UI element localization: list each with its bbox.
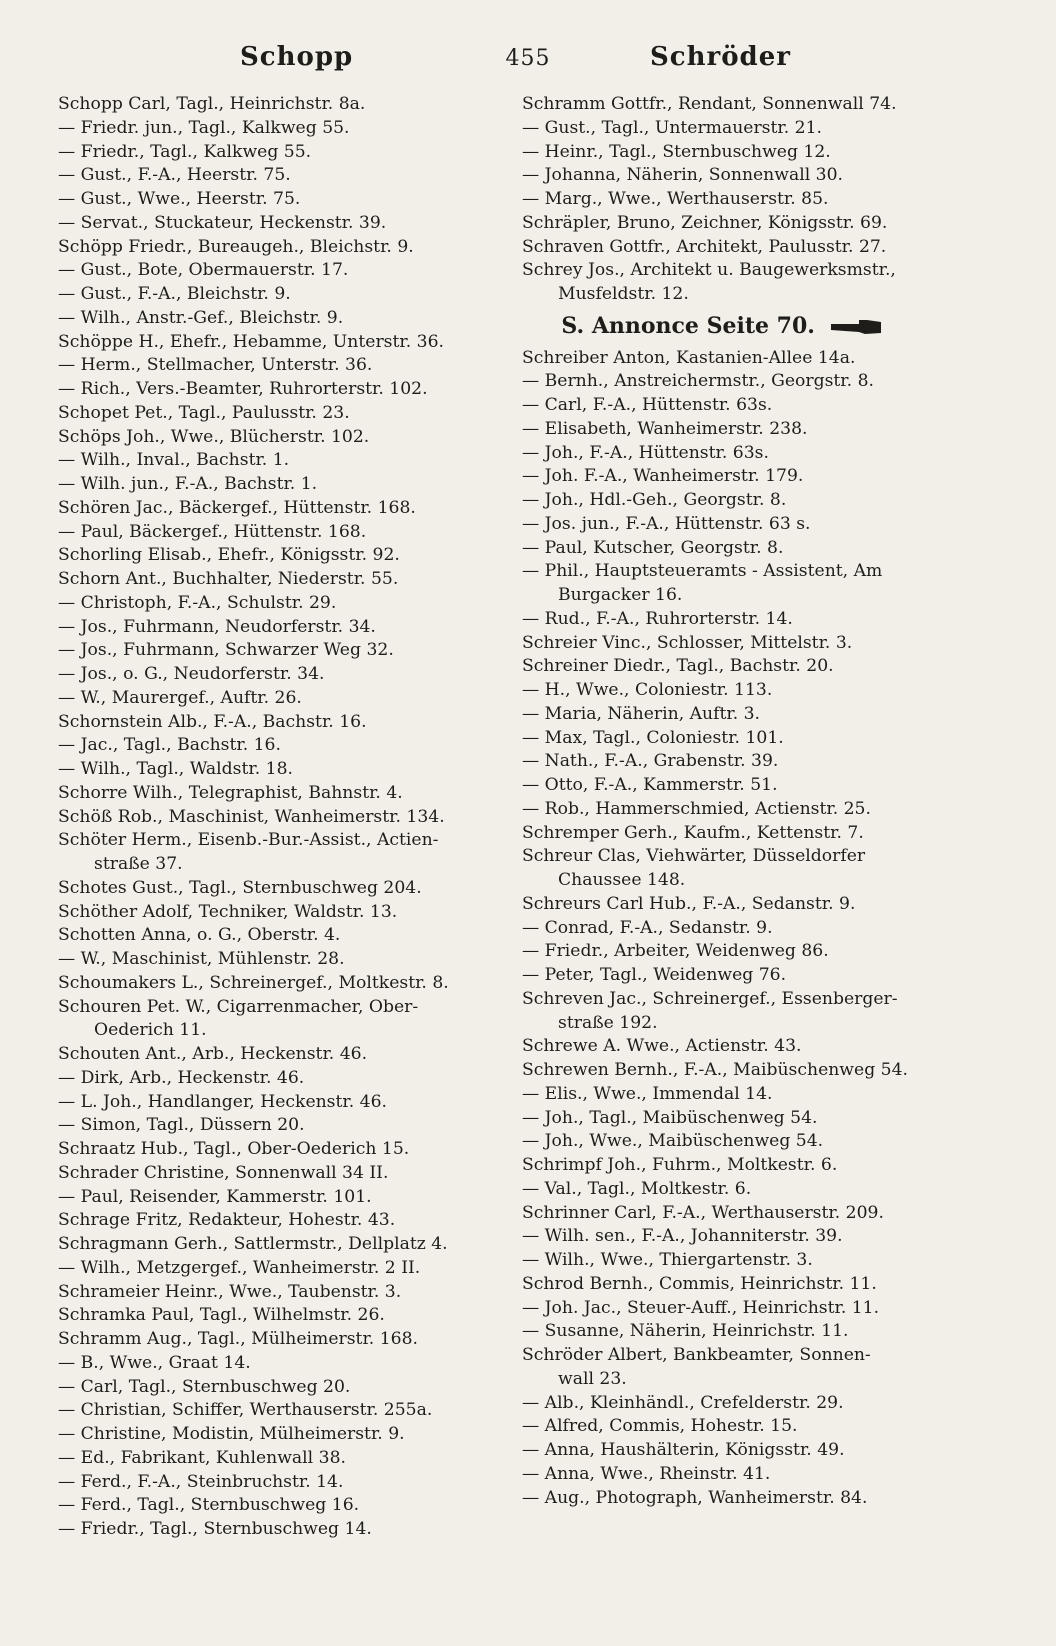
directory-entry: — Ferd., F.-A., Steinbruchstr. 14.: [58, 1471, 344, 1492]
directory-entry: — Gust., F.-A., Heerstr. 75.: [58, 165, 291, 186]
directory-entry: — Gust., Bote, Obermauerstr. 17.: [58, 260, 349, 281]
directory-entry: Schrader Christine, Sonnenwall 34 II.: [58, 1162, 389, 1183]
directory-entry-continuation: wall 23.: [558, 1368, 627, 1389]
pointing-hand-icon: [829, 318, 883, 336]
directory-entry: — Jos., Fuhrmann, Neudorferstr. 34.: [58, 616, 376, 637]
directory-entry: — Jac., Tagl., Bachstr. 16.: [58, 735, 281, 756]
page-number: 455: [505, 46, 551, 71]
directory-entry: — Phil., Hauptsteueramts - Assistent, Am: [522, 561, 883, 582]
directory-entry: — W., Maschinist, Mühlenstr. 28.: [58, 949, 345, 969]
directory-entry: — Carl, Tagl., Sternbuschweg 20.: [58, 1376, 351, 1397]
directory-entry: — Rud., F.-A., Ruhrorterstr. 14.: [522, 608, 793, 629]
directory-entry: Schrinner Carl, F.-A., Werthauserstr. 209.: [522, 1202, 884, 1223]
directory-entry: — Wilh., Wwe., Thiergartenstr. 3.: [522, 1250, 813, 1270]
directory-entry: — Maria, Näherin, Auftr. 3.: [522, 703, 761, 724]
directory-entry: Schorre Wilh., Telegraphist, Bahnstr. 4.: [58, 782, 403, 803]
directory-entry: Schreur Clas, Viehwärter, Düsseldorfer: [522, 846, 866, 867]
directory-entry: — Joh., Tagl., Maibüschenweg 54.: [522, 1107, 818, 1128]
directory-entry: Schrewe A. Wwe., Actienstr. 43.: [522, 1036, 802, 1057]
directory-entry: Schotes Gust., Tagl., Sternbuschweg 204.: [58, 877, 422, 898]
directory-entry: Schopp Carl, Tagl., Heinrichstr. 8a.: [58, 94, 366, 114]
directory-entry: — Paul, Kutscher, Georgstr. 8.: [522, 537, 784, 558]
directory-entry: Schrey Jos., Architekt u. Baugewerksmstr.,: [522, 260, 896, 281]
directory-entry: — Friedr. jun., Tagl., Kalkweg 55.: [58, 117, 350, 138]
directory-entry: — Wilh., Anstr.-Gef., Bleichstr. 9.: [58, 307, 344, 328]
directory-entry: Schornstein Alb., F.-A., Bachstr. 16.: [58, 711, 367, 732]
directory-entry: Schöter Herm., Eisenb.-Bur.-Assist., Actien-: [58, 830, 439, 851]
directory-entry: Schöther Adolf, Techniker, Waldstr. 13.: [58, 901, 398, 922]
directory-entry: Schrewen Bernh., F.-A., Maibüschenweg 54.: [522, 1060, 908, 1080]
directory-entry: — Ferd., Tagl., Sternbuschweg 16.: [58, 1495, 360, 1516]
directory-entry-continuation: Oederich 11.: [94, 1020, 207, 1041]
directory-entry: Schrage Fritz, Redakteur, Hohestr. 43.: [58, 1210, 396, 1231]
directory-entry: Schouren Pet. W., Cigarrenmacher, Ober-: [58, 996, 419, 1017]
directory-entry: Schremper Gerh., Kaufm., Kettenstr. 7.: [522, 822, 864, 843]
directory-entry-continuation: Chaussee 148.: [558, 870, 686, 890]
directory-entry: Schrameier Heinr., Wwe., Taubenstr. 3.: [58, 1281, 402, 1302]
directory-entry-continuation: straße 192.: [558, 1012, 658, 1033]
directory-entry: Schrimpf Joh., Fuhrm., Moltkestr. 6.: [522, 1155, 838, 1175]
directory-entry: — Aug., Photograph, Wanheimerstr. 84.: [522, 1487, 868, 1508]
directory-entry: Schreiner Diedr., Tagl., Bachstr. 20.: [522, 656, 834, 677]
directory-entry: — Jos. jun., F.-A., Hüttenstr. 63 s.: [522, 513, 811, 534]
directory-entry: — Marg., Wwe., Werthauserstr. 85.: [522, 189, 829, 209]
directory-entry: — Wilh., Inval., Bachstr. 1.: [58, 450, 290, 471]
directory-entry: — Wilh. sen., F.-A., Johanniterstr. 39.: [522, 1226, 843, 1247]
directory-entry: — Wilh., Metzgergef., Wanheimerstr. 2 II.: [58, 1257, 421, 1278]
directory-entry: — L. Joh., Handlanger, Heckenstr. 46.: [58, 1091, 387, 1112]
directory-entry: — Christine, Modistin, Mülheimerstr. 9.: [58, 1424, 405, 1444]
directory-entry: — Gust., F.-A., Bleichstr. 9.: [58, 284, 291, 304]
directory-entry: — Max, Tagl., Coloniestr. 101.: [522, 727, 784, 748]
directory-entry: Schöpp Friedr., Bureaugeh., Bleichstr. 9.: [58, 236, 414, 257]
directory-entry: Schramm Aug., Tagl., Mülheimerstr. 168.: [58, 1329, 418, 1349]
directory-entry: — Joh. Jac., Steuer-Auff., Heinrichstr. 11.: [522, 1297, 880, 1318]
directory-entry: — Joh., Hdl.-Geh., Georgstr. 8.: [522, 490, 787, 510]
annonce-text: S. Annonce Seite 70.: [561, 312, 815, 339]
directory-entry: — Susanne, Näherin, Heinrichstr. 11.: [522, 1321, 849, 1342]
directory-entry: — Gust., Tagl., Untermauerstr. 21.: [522, 117, 822, 138]
directory-entry: — Christian, Schiffer, Werthauserstr. 255a.: [58, 1400, 433, 1421]
directory-entry: — Servat., Stuckateur, Heckenstr. 39.: [58, 212, 387, 233]
directory-entry: — Gust., Wwe., Heerstr. 75.: [58, 189, 301, 209]
directory-entry: — Joh., Wwe., Maibüschenweg 54.: [522, 1131, 824, 1152]
directory-entry: Schorling Elisab., Ehefr., Königsstr. 92.: [58, 545, 400, 566]
right-column-bottom: [522, 347, 962, 1511]
annonce-note: [522, 312, 962, 339]
directory-entry: Schören Jac., Bäckergef., Hüttenstr. 168.: [58, 497, 416, 518]
directory-entry: — Paul, Bäckergef., Hüttenstr. 168.: [58, 521, 367, 542]
directory-entry: Schrod Bernh., Commis, Heinrichstr. 11.: [522, 1273, 877, 1294]
directory-entry: — Wilh., Tagl., Waldstr. 18.: [58, 759, 293, 779]
directory-entry: Schöppe H., Ehefr., Hebamme, Unterstr. 36.: [58, 331, 444, 352]
header-left-keyword: Schopp: [240, 42, 354, 72]
directory-entry: — Herm., Stellmacher, Unterstr. 36.: [58, 355, 373, 376]
directory-entry: Schreurs Carl Hub., F.-A., Sedanstr. 9.: [522, 893, 856, 914]
directory-entry: Schouten Ant., Arb., Heckenstr. 46.: [58, 1044, 368, 1064]
directory-entry: Schreiber Anton, Kastanien-Allee 14a.: [522, 347, 856, 368]
directory-entry: — Friedr., Tagl., Kalkweg 55.: [58, 141, 312, 162]
directory-entry: Schramka Paul, Tagl., Wilhelmstr. 26.: [58, 1305, 385, 1326]
directory-entry: — Joh. F.-A., Wanheimerstr. 179.: [522, 466, 804, 487]
directory-entry: — Friedr., Tagl., Sternbuschweg 14.: [58, 1519, 372, 1539]
header-right-keyword: Schröder: [650, 42, 791, 72]
directory-entry: Schraatz Hub., Tagl., Ober-Oederich 15.: [58, 1139, 410, 1159]
directory-entry: — Elis., Wwe., Immendal 14.: [522, 1083, 773, 1104]
directory-entry: — Rob., Hammerschmied, Actienstr. 25.: [522, 798, 871, 819]
directory-entry: — Paul, Reisender, Kammerstr. 101.: [58, 1186, 372, 1207]
directory-entry: — Ed., Fabrikant, Kuhlenwall 38.: [58, 1447, 346, 1468]
directory-entry: Schräpler, Bruno, Zeichner, Königsstr. 69.: [522, 212, 888, 233]
directory-entry: Schramm Gottfr., Rendant, Sonnenwall 74.: [522, 94, 897, 114]
directory-entry: — Otto, F.-A., Kammerstr. 51.: [522, 775, 778, 795]
directory-entry: — Anna, Wwe., Rheinstr. 41.: [522, 1463, 771, 1484]
directory-entry: — Nath., F.-A., Grabenstr. 39.: [522, 751, 779, 772]
directory-entry: — Jos., Fuhrmann, Schwarzer Weg 32.: [58, 640, 394, 661]
directory-entry: — Friedr., Arbeiter, Weidenweg 86.: [522, 941, 829, 962]
directory-entry: Schröder Albert, Bankbeamter, Sonnen-: [522, 1345, 871, 1365]
directory-entry: Schragmann Gerh., Sattlermstr., Dellplatz 4.: [58, 1234, 448, 1254]
directory-entry: — Val., Tagl., Moltkestr. 6.: [522, 1178, 752, 1199]
directory-entry: Schraven Gottfr., Architekt, Paulusstr. 27.: [522, 236, 887, 257]
directory-entry-continuation: straße 37.: [94, 854, 183, 874]
directory-entry: — Christoph, F.-A., Schulstr. 29.: [58, 592, 337, 613]
directory-entry-continuation: Musfeldstr. 12.: [558, 284, 689, 304]
directory-entry: — Rich., Vers.-Beamter, Ruhrorterstr. 102.: [58, 379, 428, 399]
directory-entry: Schreier Vinc., Schlosser, Mittelstr. 3.: [522, 632, 853, 653]
right-column-top: [522, 93, 962, 307]
directory-entry: Schotten Anna, o. G., Oberstr. 4.: [58, 925, 341, 946]
directory-entry: — W., Maurergef., Auftr. 26.: [58, 687, 302, 708]
directory-entry: — Elisabeth, Wanheimerstr. 238.: [522, 418, 808, 439]
directory-entry: Schöß Rob., Maschinist, Wanheimerstr. 134.: [58, 806, 445, 827]
left-column: [58, 93, 498, 1542]
directory-entry: — Wilh. jun., F.-A., Bachstr. 1.: [58, 474, 318, 494]
right-column: [522, 93, 962, 1510]
directory-entry: Schoumakers L., Schreinergef., Moltkestr. 8.: [58, 972, 449, 993]
directory-entry: — Carl, F.-A., Hüttenstr. 63s.: [522, 395, 773, 415]
directory-entry: — Dirk, Arb., Heckenstr. 46.: [58, 1067, 305, 1088]
directory-entry: Schorn Ant., Buchhalter, Niederstr. 55.: [58, 569, 399, 589]
directory-entry: — Joh., F.-A., Hüttenstr. 63s.: [522, 442, 769, 463]
directory-entry-continuation: Burgacker 16.: [558, 585, 683, 605]
directory-entry: — Heinr., Tagl., Sternbuschweg 12.: [522, 141, 831, 162]
directory-entry: — Conrad, F.-A., Sedanstr. 9.: [522, 917, 773, 938]
directory-entry: — H., Wwe., Coloniestr. 113.: [522, 680, 773, 700]
directory-entry: Schreven Jac., Schreinergef., Essenberger-: [522, 988, 898, 1009]
directory-entry: — Alb., Kleinhändl., Crefelderstr. 29.: [522, 1392, 844, 1413]
directory-entry: — Alfred, Commis, Hohestr. 15.: [522, 1416, 798, 1437]
directory-entry: — Johanna, Näherin, Sonnenwall 30.: [522, 165, 844, 186]
directory-entry: Schopet Pet., Tagl., Paulusstr. 23.: [58, 402, 350, 423]
directory-entry: Schöps Joh., Wwe., Blücherstr. 102.: [58, 426, 370, 447]
directory-entry: — B., Wwe., Graat 14.: [58, 1352, 251, 1373]
directory-entry: — Jos., o. G., Neudorferstr. 34.: [58, 664, 325, 684]
directory-entry: — Peter, Tagl., Weidenweg 76.: [522, 965, 787, 985]
directory-entry: — Bernh., Anstreichermstr., Georgstr. 8.: [522, 371, 874, 392]
directory-entry: — Anna, Haushälterin, Königsstr. 49.: [522, 1440, 845, 1460]
directory-entry: — Simon, Tagl., Düssern 20.: [58, 1115, 305, 1136]
